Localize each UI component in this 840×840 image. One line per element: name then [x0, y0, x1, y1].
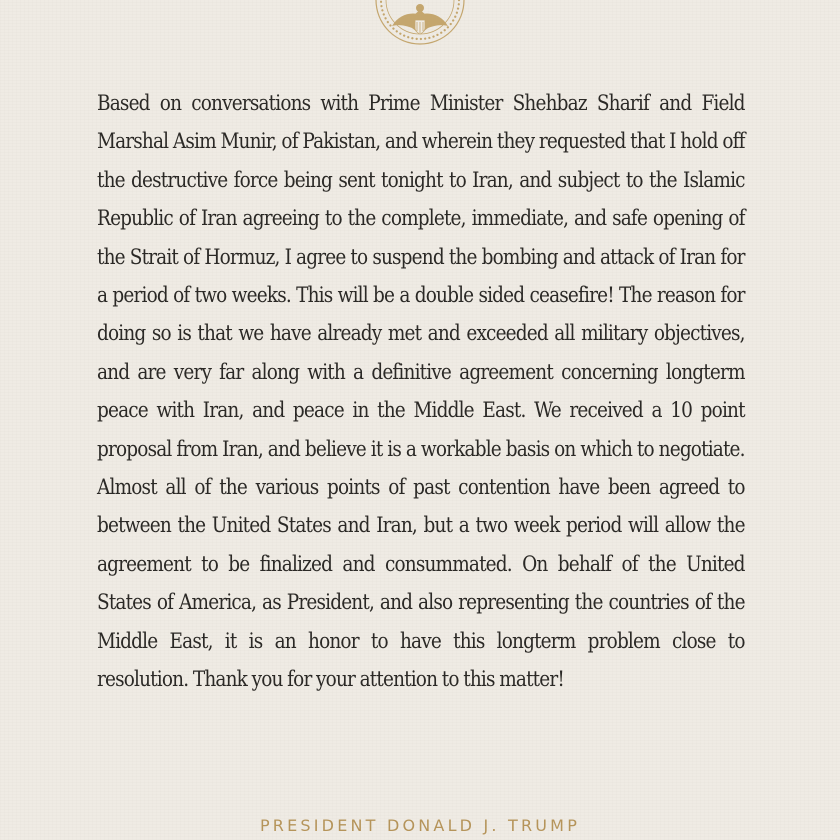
statement-body: Based on conversations with Prime Minister Shehbaz Sharif and Field Marshal Asim Munir, of Pakistan, and wherein they requested that I hold off the destructive force being sent tonight to Iran, and subject to the Islamic Republic of Iran agreeing to the complete, immediate, and safe opening of the Strait of Hormuz, I agree to suspend the bombing and attack of Iran for a period of two weeks. This will be a double sided ceasefire! The reason for doing so is that we have already met and exceeded all military objectives, and are very far along with a definitive agreement concerning longterm peace with Iran, and peace in the Middle East. We received a 10 point proposal from Iran, and believe it is a workable basis on which to negotiate. Almost all of the various points of past contention have been agreed to between the United States and Iran, but a two week period will allow the agreement to be finalized and consummated. On behalf of the United States of America, as President, and also representing the countries of the Middle East, it is an honor to have this longterm problem close to resolution. Thank you for your attention to this matter!	[97, 91, 745, 692]
presidential-seal-icon	[374, 0, 466, 46]
signature-line: PRESIDENT DONALD J. TRUMP	[259, 816, 581, 835]
